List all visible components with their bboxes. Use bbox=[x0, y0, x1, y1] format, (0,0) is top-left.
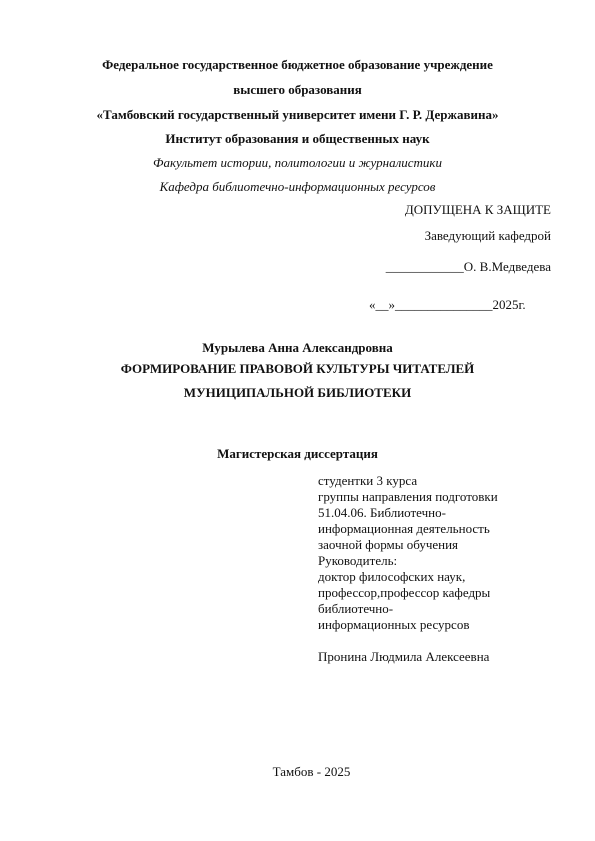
work-title-line-1: ФОРМИРОВАНИЕ ПРАВОВОЙ КУЛЬТУРЫ ЧИТАТЕЛЕЙ bbox=[120, 361, 475, 376]
approval-date: «__»_______________2025г. bbox=[369, 297, 526, 312]
department-name: Кафедра библиотечно-информационных ресурсов bbox=[159, 179, 436, 194]
approval-role: Заведующий кафедрой bbox=[424, 228, 551, 243]
footer-city-year: Тамбов - 2025 bbox=[272, 764, 351, 779]
student-info-line: группы направления подготовки bbox=[318, 489, 498, 504]
supervisor-info-line: доктор философских наук, bbox=[318, 569, 466, 584]
supervisor-info-line: библиотечно- bbox=[318, 601, 394, 616]
supervisor-name: Пронина Людмила Алексеевна bbox=[318, 649, 490, 664]
student-info-line: заочной формы обучения bbox=[318, 537, 459, 552]
supervisor-info-line: профессор,профессор кафедры bbox=[318, 585, 491, 600]
supervisor-label: Руководитель: bbox=[318, 553, 398, 568]
approval-signature: ____________О. В.Медведева bbox=[385, 259, 551, 274]
institute-name: Институт образования и общественных наук bbox=[165, 131, 430, 146]
supervisor-info-line: информационных ресурсов bbox=[318, 617, 470, 632]
work-title-line-2: МУНИЦИПАЛЬНОЙ БИБЛИОТЕКИ bbox=[183, 385, 412, 400]
author-name: Мурылева Анна Александровна bbox=[202, 340, 393, 355]
institution-line-1: Федеральное государственное бюджетное образование учреждение bbox=[102, 57, 493, 72]
university-name: «Тамбовский государственный университет имени Г. Р. Державина» bbox=[96, 107, 499, 122]
student-info-line: информационная деятельность bbox=[318, 521, 490, 536]
student-info-line: студентки 3 курса bbox=[318, 473, 418, 488]
approval-title: ДОПУЩЕНА К ЗАЩИТЕ bbox=[404, 202, 551, 217]
institution-line-2: высшего образования bbox=[233, 82, 362, 97]
student-info-line: 51.04.06. Библиотечно- bbox=[318, 505, 446, 520]
faculty-name: Факультет истории, политологии и журналистики bbox=[152, 155, 442, 170]
work-type: Магистерская диссертация bbox=[217, 446, 378, 461]
student-info bbox=[318, 473, 558, 665]
